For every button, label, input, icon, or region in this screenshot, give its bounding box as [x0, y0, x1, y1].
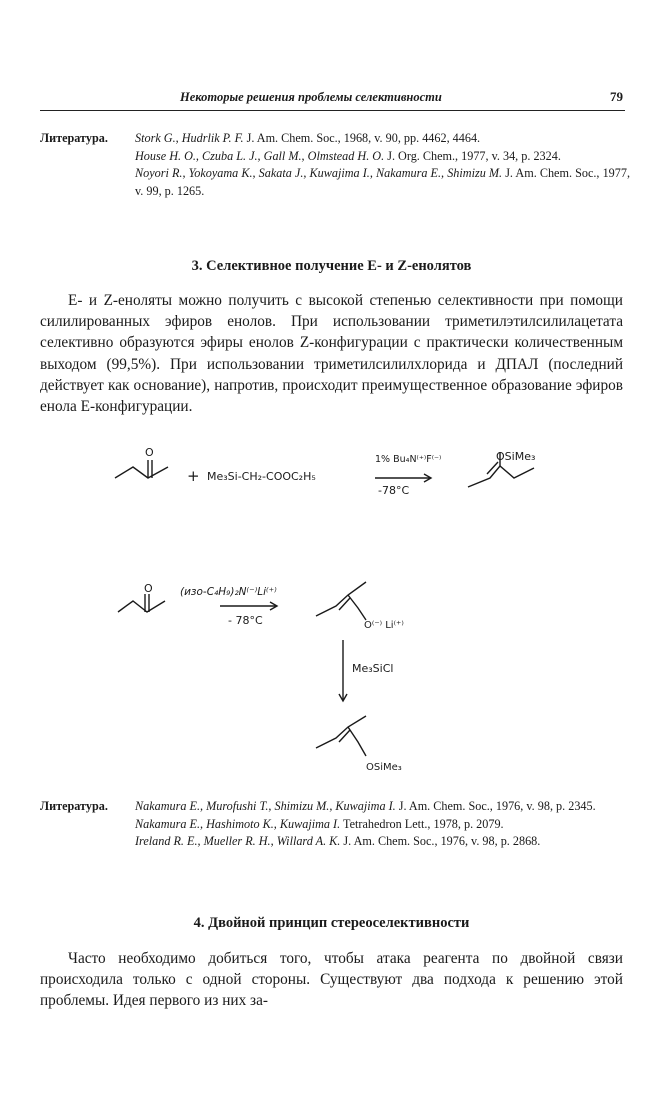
double-bond-line [487, 462, 498, 474]
section-4-heading: 4. Двойной принцип стереоселективности [193, 915, 470, 931]
catalyst-label: 1% Bu₄N⁽⁺⁾F⁽⁻⁾ [375, 454, 442, 465]
double-bond-line [339, 598, 350, 610]
section-3-paragraph: E- и Z-еноляты можно получить с высокой степенью селективности при помощи силилированных эфиров енолов. При использовании триметилэтилсилилацетата селективно образуются эфиры енолов Z-конфигурации с практически количественным выходом (99,5%). При использовании триметилсилилхлорида и ДПАЛ (последний действует как основание), напротив, происходит преимущественное образование эфиров енола E-конфигурации. [40, 292, 623, 416]
carbonyl-oxygen-label: O [144, 582, 153, 595]
section-3-heading: 3. Селективное получение E- и Z-енолятов [191, 258, 472, 274]
plus-sign: + [187, 467, 200, 485]
ketone-skeleton-1 [115, 467, 168, 478]
reference-citation: J. Org. Chem., 1977, v. 34, p. 2324. [384, 148, 561, 163]
product-group-label: OSiMe₃ [366, 762, 402, 773]
temperature-label: -78°C [378, 484, 410, 497]
reference-entry [135, 798, 630, 816]
enolate-skeleton [316, 582, 366, 616]
reference-citation: Tetrahedron Lett., 1978, p. 2079. [340, 816, 504, 831]
reference-citation: J. Am. Chem. Soc., 1977, v. 99, p. 1265. [135, 166, 630, 198]
double-bond-line [339, 730, 350, 742]
section-4-paragraph: Часто необходимо добиться того, чтобы атака реагента по двойной связи происходила только с одной стороны. Существуют два подхода к решению этой проблемы. Идея первого из них за- [40, 950, 623, 1010]
carbonyl-oxygen-label: O [145, 446, 154, 459]
reference-authors: Noyori R., Yokoyama K., Sakata J., Kuwajima I., Nakamura E., Shimizu M. [135, 166, 503, 180]
temperature-label: - 78°C [228, 614, 263, 627]
reference-citation: J. Am. Chem. Soc., 1976, v. 98, p. 2868. [340, 834, 541, 848]
references-label: Литература. [40, 799, 108, 813]
enolate-group-label: O⁽⁻⁾ Li⁽⁺⁾ [364, 620, 404, 631]
reference-authors: Nakamura E., Murofushi T., Shimizu M., Kuwajima I. [135, 799, 396, 813]
reference-authors: Nakamura E., Hashimoto K., Kuwajima I. [135, 816, 341, 831]
reference-authors: Ireland R. E., Mueller R. H., Willard A. K. [135, 834, 341, 848]
reagent-label: Me₃Si-CH₂-COOC₂H₅ [207, 470, 316, 483]
reference-authors: Stork G., Hudrlik P. F. [135, 131, 244, 145]
enol-ether-skeleton [468, 466, 534, 487]
reference-entry [135, 816, 630, 834]
enolate-o-bond [348, 595, 366, 620]
ketone-skeleton-2 [118, 601, 165, 612]
references-label: Литература. [40, 131, 108, 145]
reference-citation: J. Am. Chem. Soc., 1968, v. 90, pp. 4462, 4464. [243, 131, 481, 145]
product-group-label: OSiMe₃ [496, 450, 536, 463]
reference-citation: J. Am. Chem. Soc., 1976, v. 98, p. 2345. [395, 799, 596, 813]
page-number: 79 [610, 89, 623, 104]
silylating-agent-label: Me₃SiCl [352, 662, 394, 675]
references-block-2 [40, 798, 630, 851]
base-label: (изо-C₄H₉)₂N⁽⁻⁾Li⁽⁺⁾ [180, 586, 277, 598]
reference-authors: House H. O., Czuba L. J., Gall M., Olmstead H. O. [135, 148, 385, 163]
running-header-title: Некоторые решения проблемы селективности [180, 90, 442, 104]
o-si-bond [348, 727, 366, 756]
reference-entry [135, 833, 630, 851]
